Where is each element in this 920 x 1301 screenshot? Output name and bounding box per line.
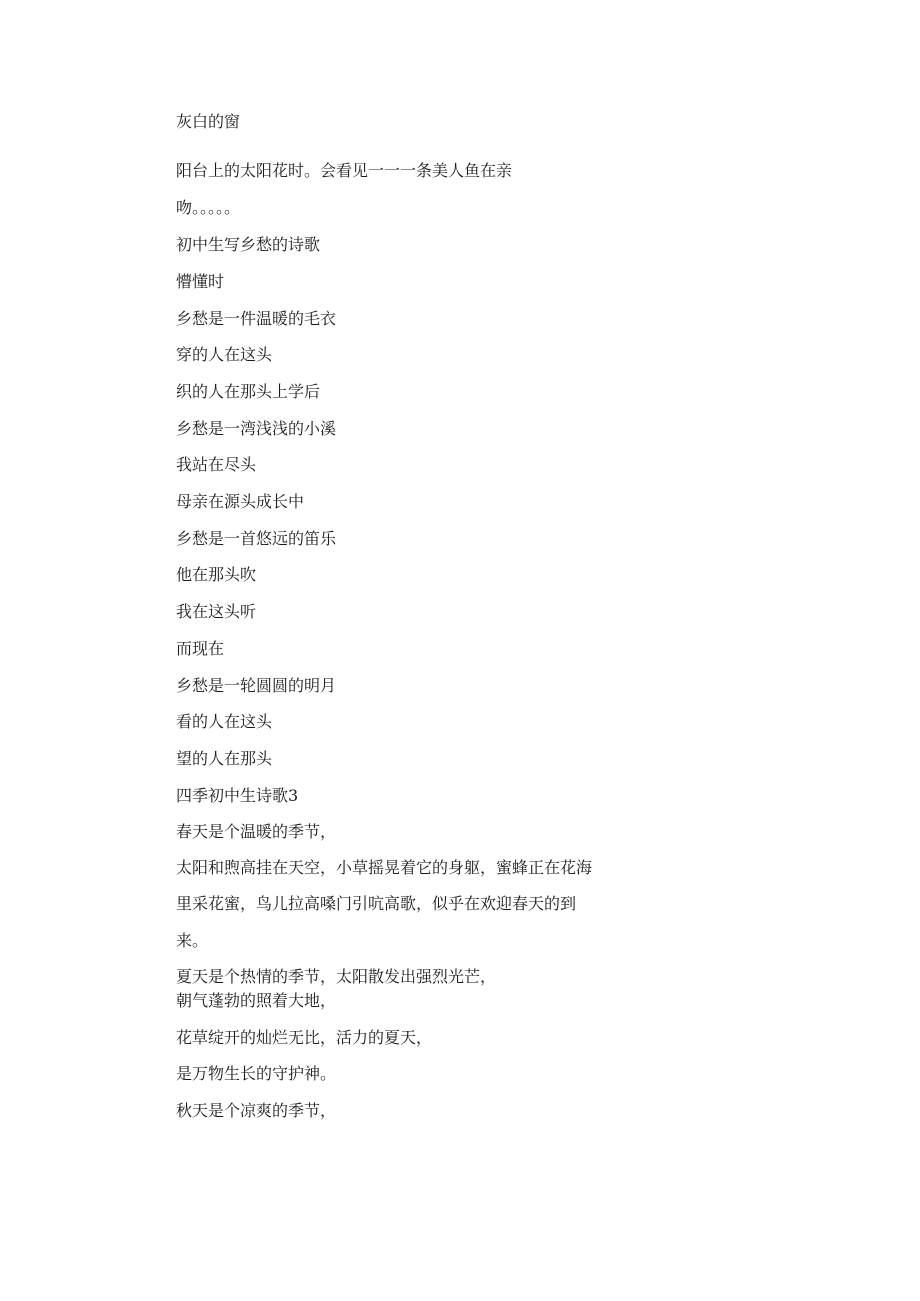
text-line: 母亲在源头成长中 bbox=[176, 492, 305, 511]
text-line: 是万物生长的守护神。 bbox=[176, 1064, 337, 1083]
text-line: 乡愁是一件温暖的毛衣 bbox=[176, 309, 337, 328]
text-line: 穿的人在这头 bbox=[176, 345, 273, 364]
text-line: 乡愁是一湾浅浅的小溪 bbox=[176, 419, 337, 438]
text-line: 四季初中生诗歌3 bbox=[176, 786, 299, 805]
text-line: 望的人在那头 bbox=[176, 749, 273, 768]
text-line: 懵懂时 bbox=[176, 272, 225, 291]
text-line: 夏天是个热情的季节，太阳散发出强烈光芒， bbox=[176, 967, 497, 986]
text-line: 来。 bbox=[176, 931, 209, 950]
text-line: 初中生写乡愁的诗歌 bbox=[176, 235, 321, 254]
text-line: 灰白的窗 bbox=[176, 112, 241, 131]
text-line: 阳台上的太阳花时。会看见一一一条美人鱼在亲 bbox=[176, 161, 513, 180]
text-line: 我站在尽头 bbox=[176, 455, 257, 474]
text-line: 里采花蜜，鸟儿拉高嗓门引吭高歌，似乎在欢迎春天的到 bbox=[176, 894, 577, 913]
text-line: 吻。。。。。 bbox=[176, 198, 241, 217]
text-line: 春天是个温暖的季节， bbox=[176, 822, 337, 841]
text-line: 看的人在这头 bbox=[176, 712, 273, 731]
text-line: 乡愁是一首悠远的笛乐 bbox=[176, 529, 337, 548]
text-line: 花草绽开的灿烂无比，活力的夏天， bbox=[176, 1028, 433, 1047]
text-line: 秋天是个凉爽的季节， bbox=[176, 1101, 337, 1120]
text-line: 朝气蓬勃的照着大地， bbox=[176, 991, 337, 1010]
text-line: 织的人在那头上学后 bbox=[176, 382, 321, 401]
text-line: 而现在 bbox=[176, 639, 225, 658]
text-line: 太阳和煦高挂在天空，小草摇晃着它的身躯，蜜蜂正在花海 bbox=[176, 858, 593, 877]
text-line: 乡愁是一轮圆圆的明月 bbox=[176, 676, 337, 695]
text-line: 我在这头听 bbox=[176, 602, 257, 621]
text-line: 他在那头吹 bbox=[176, 565, 257, 584]
